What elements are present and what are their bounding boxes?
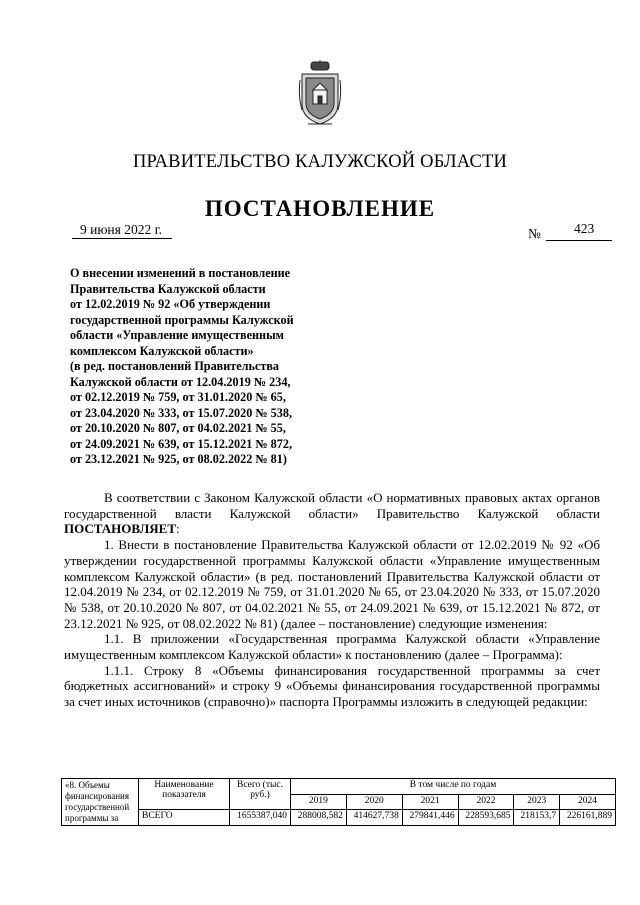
year-cell: 2023: [514, 794, 560, 810]
year-cell: 2022: [458, 794, 514, 810]
resolves-colon: :: [176, 521, 180, 537]
document-date: 9 июня 2022 г.: [80, 222, 163, 237]
value-cell: 279841,446: [402, 810, 458, 826]
title-line: государственной программы Калужской: [70, 312, 294, 327]
year-cell: 2024: [560, 794, 616, 810]
title-line: от 23.04.2020 № 333, от 15.07.2020 № 538,: [70, 405, 293, 420]
paragraph-1-1-1: 1.1.1. Строку 8 «Объемы финансирования государственной программы за счет бюджетных ассигнований» и строку 9 «Объемы финансирования государственной программы за счет иных источников (справочно)» паспорта Программы изложить в следующей редакции:: [64, 662, 600, 710]
title-line: области «Управление имущественным: [70, 328, 284, 342]
government-name: ПРАВИТЕЛЬСТВО КАЛУЖСКОЙ ОБЛАСТИ: [132, 152, 508, 172]
table-header-row: [62, 779, 616, 795]
paragraph-1-1: 1.1. В приложении «Государственная программа Калужской области «Управление имущественным комплексом Калужской области» к постановлению (далее – Программа):: [64, 631, 600, 663]
preamble-paragraph: [64, 490, 600, 537]
number-underline: [546, 240, 612, 241]
preamble-text: В соответствии с Законом Калужской области «О нормативных правовых актах органов государственной власти Калужской области» Правительство Калужской области: [64, 490, 600, 521]
title-line: комплексом Калужской области»: [70, 343, 254, 358]
value-cell: 218153,7: [514, 810, 560, 826]
title-line: Правительства Калужской области: [70, 281, 266, 296]
document-number: 423: [574, 221, 595, 236]
value-cell: 228593,685: [458, 810, 514, 826]
title-line: О внесении изменений в постановление: [70, 266, 291, 280]
col-years-header: В том числе по годам: [291, 779, 616, 795]
decree-body: [64, 490, 600, 710]
title-line: Калужской области от 12.04.2019 № 234,: [70, 374, 291, 389]
table-row: [62, 810, 616, 826]
title-line: (в ред. постановлений Правительства: [70, 359, 280, 373]
row-name-cell: ВСЕГО: [139, 810, 230, 826]
year-cell: 2020: [346, 794, 402, 810]
date-underline: [72, 238, 172, 239]
decree-title: [70, 266, 342, 468]
title-line: от 12.02.2019 № 92 «Об утверждении: [70, 297, 271, 311]
col-name-header: Наименование показателя: [139, 779, 230, 810]
year-cell: 2021: [402, 794, 458, 810]
number-sign: №: [528, 226, 541, 241]
title-line: от 24.09.2021 № 639, от 15.12.2021 № 872,: [70, 436, 293, 451]
year-cell: 2019: [291, 794, 347, 810]
row-label-cell: «8. Объемы финансирования государственной программы за: [62, 779, 139, 826]
coat-of-arms-emblem: [298, 60, 342, 128]
value-cell: 288008,582: [291, 810, 347, 826]
value-cell: 414627,738: [346, 810, 402, 826]
paragraph-1: 1. Внести в постановление Правительства Калужской области от 12.02.2019 № 92 «Об утверждении государственной программы Калужской области «Управление имущественным комплексом Калужской области» (в ред. постановлений Правительства Калужской области от 12.04.2019 № 234, от 02.12.2019 № 759, от 31.01.2020 № 65, от 23.04.2020 № 333, от 15.07.2020 № 538, от 20.10.2020 № 807, от 04.02.2021 № 55, от 24.09.2021 № 639, от 15.12.2021 № 872, от 23.12.2021 № 925, от 08.02.2022 № 81) (далее – постановление) следующие изменения:: [64, 537, 600, 631]
title-line: от 20.10.2020 № 807, от 04.02.2021 № 55,: [70, 421, 286, 435]
resolves-word: ПОСТАНОВЛЯЕТ: [64, 521, 176, 537]
row-total-cell: 1655387,040: [230, 810, 291, 826]
value-cell: 226161,889: [560, 810, 616, 826]
title-line: от 23.12.2021 № 925, от 08.02.2022 № 81): [70, 452, 287, 466]
title-line: от 02.12.2019 № 759, от 31.01.2020 № 65,: [70, 390, 286, 404]
document-type: ПОСТАНОВЛЕНИЕ: [204, 196, 436, 221]
financing-table: [61, 778, 616, 826]
col-total-header: Всего (тыс. руб.): [230, 779, 291, 810]
